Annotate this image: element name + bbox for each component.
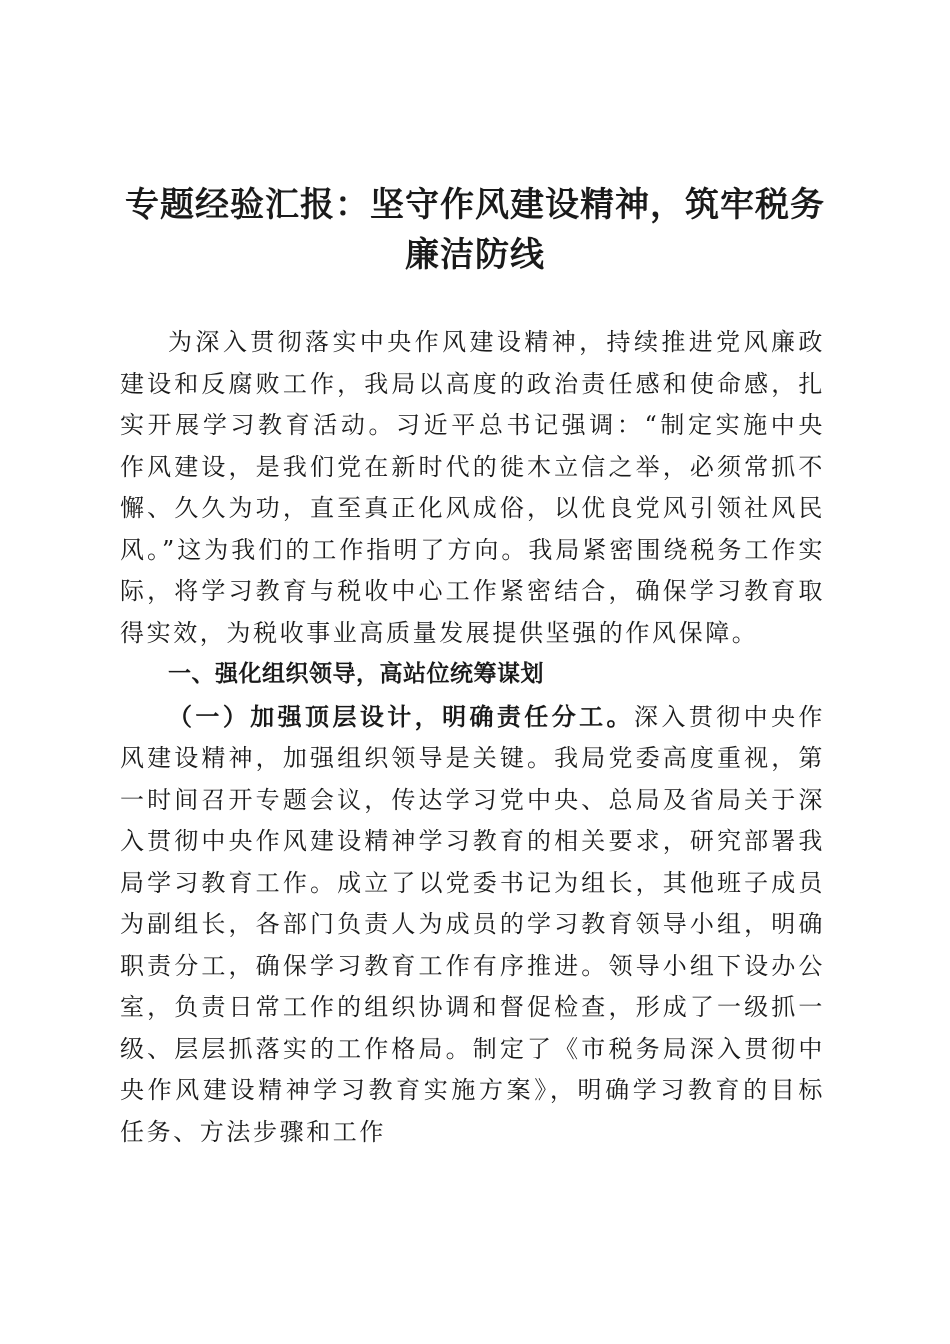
subsection-paragraph — [120, 696, 825, 1154]
subsection-lead: （一）加强顶层设计，明确责任分工。 — [168, 701, 634, 731]
document-title: 专题经验汇报：坚守作风建设精神，筑牢税务廉洁防线 — [125, 185, 825, 275]
document-body — [120, 322, 825, 1153]
section-heading: 一、强化组织领导，高站位统筹谋划 — [168, 661, 544, 687]
subsection-text: 深入贯彻中央作风建设精神，加强组织领导是关键。我局党委高度重视，第一时间召开专题会议，传达学习党中央、总局及省局关于深入贯彻中央作风建设精神学习教育的相关要求，研究部署我局学习教育工作。成立了以党委书记为组长，其他班子成员为副组长，各部门负责人为成员的学习教育领导小组，明确职责分工，确保学习教育工作有序推进。领导小组下设办公室，负责日常工作的组织协调和督促检查，形成了一级抓一级、层层抓落实的工作格局。制定了《市税务局深入贯彻中央作风建设精神学习教育实施方案》，明确学习教育的目标任务、方法步骤和工作 — [120, 702, 826, 1146]
intro-paragraph: 为深入贯彻落实中央作风建设精神，持续推进党风廉政建设和反腐败工作，我局以高度的政治责任感和使命感，扎实开展学习教育活动。习近平总书记强调：“制定实施中央作风建设，是我们党在新时代的徙木立信之举，必须常抓不懈、久久为功，直至真正化风成俗，以优良党风引领社风民风。”这为我们的工作指明了方向。我局紧密围绕税务工作实际，将学习教育与税收中心工作紧密结合，确保学习教育取得实效，为税收事业高质量发展提供坚强的作风保障。 — [120, 328, 825, 647]
